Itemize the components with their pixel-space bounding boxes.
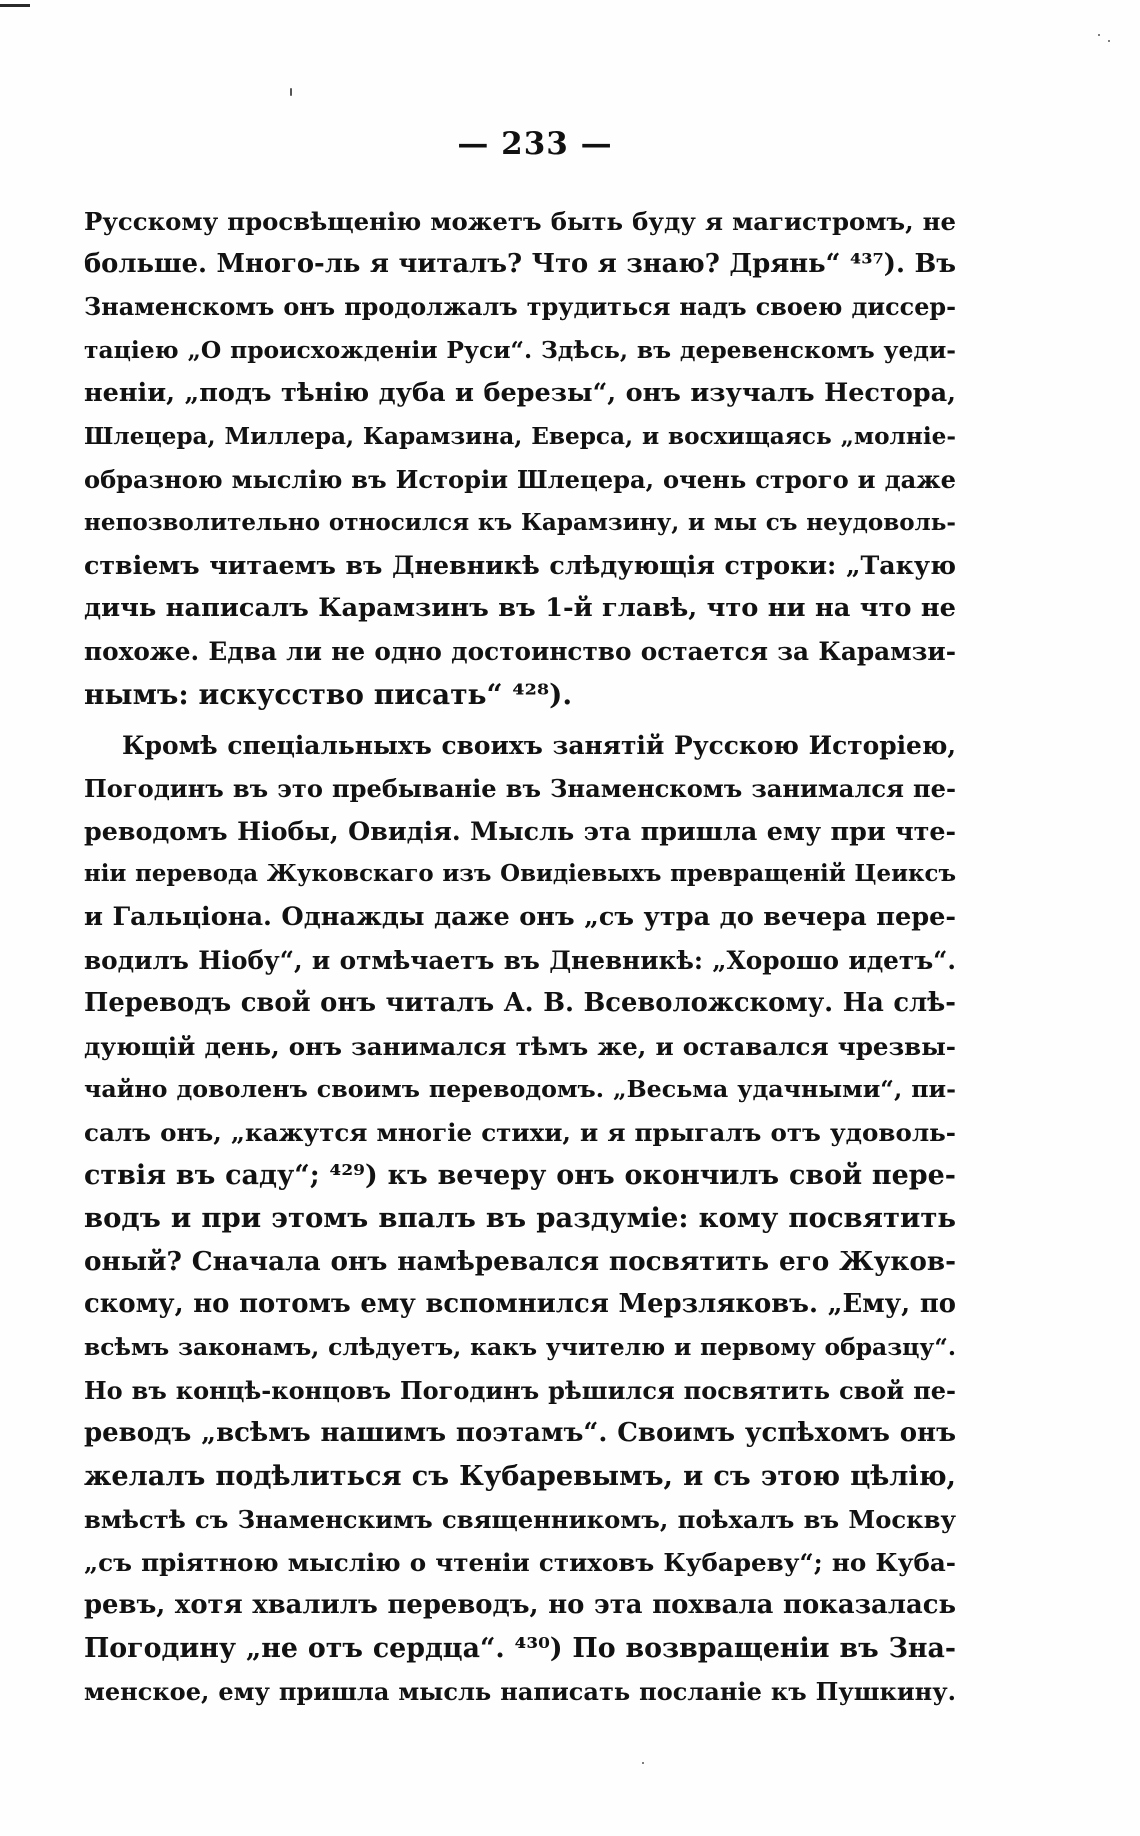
text-line: ствіемъ читаемъ въ Дневникѣ слѣдующія строки: „Такую: [84, 550, 956, 580]
text-line: Переводъ свой онъ читалъ А. В. Всеволожскому. На слѣ-: [84, 988, 956, 1018]
text-line: Шлецера, Миллера, Карамзина, Еверса, и восхищаясь „молніе-: [84, 423, 956, 450]
text-line: дующій день, онъ занимался тѣмъ же, и оставался чрезвы-: [84, 1032, 956, 1061]
text-line: ствія въ саду“; ⁴²⁹) къ вечеру онъ окончилъ свой пере-: [84, 1160, 956, 1191]
text-line: чайно доволенъ своимъ переводомъ. „Весьма удачными“, пи-: [84, 1075, 956, 1103]
scan-speck: [642, 1762, 644, 1764]
paragraph-gap: [84, 716, 956, 724]
text-line: нымъ: искусство писать“ ⁴²⁸).: [84, 678, 573, 711]
scan-speck: [1098, 34, 1100, 36]
text-line: желалъ подѣлиться съ Кубаревымъ, и съ этою цѣлію,: [84, 1461, 956, 1492]
text-line: таціею „О происхожденіи Руси“. Здѣсь, въ деревенскомъ уеди-: [84, 336, 956, 364]
text-line: похоже. Едва ли не одно достоинство остается за Карамзи-: [84, 637, 956, 666]
text-line: Знаменскомъ онъ продолжалъ трудиться надъ своею диссер-: [84, 293, 956, 321]
scan-speck: [1108, 40, 1110, 42]
text-line: неніи, „подъ тѣнію дуба и березы“, онъ изучалъ Нестора,: [84, 378, 956, 408]
text-line: менское, ему пришла мысль написать посланіе къ Пушкину.: [84, 1677, 956, 1706]
page-number: — 233 —: [457, 126, 613, 162]
text-line: водъ и при этомъ впалъ въ раздуміе: кому посвятить: [84, 1202, 956, 1234]
text-line: скому, но потомъ ему вспомнился Мерзляковъ. „Ему, по: [84, 1289, 956, 1319]
text-line: Русскому просвѣщенію можетъ быть буду я магистромъ, не: [84, 207, 956, 236]
text-line: образною мыслію въ Исторіи Шлецера, очень строго и даже: [84, 465, 956, 494]
text-line: ніи перевода Жуковскаго изъ Овидіевыхъ превращеній Цеиксъ: [84, 861, 956, 887]
scan-speck: [290, 88, 292, 96]
text-line: Но въ концѣ-концовъ Погодинъ рѣшился посвятить свой пе-: [84, 1376, 956, 1405]
text-line: и Гальціона. Однажды даже онъ „съ утра до вечера пере-: [84, 902, 956, 932]
text-line: оный? Сначала онъ намѣревался посвятить его Жуков-: [84, 1246, 956, 1277]
text-line: Погодинъ въ это пребываніе въ Знаменскомъ занимался пе-: [84, 774, 956, 803]
text-line: салъ онъ, „кажутся многіе стихи, и я прыгалъ отъ удоволь-: [84, 1118, 956, 1147]
text-line: непозволительно относился къ Карамзину, и мы съ неудоволь-: [84, 509, 956, 536]
text-line: водилъ Ніобу“, и отмѣчаетъ въ Дневникѣ: „Хорошо идетъ“.: [84, 946, 956, 975]
text-line: дичь написалъ Карамзинъ въ 1-й главѣ, что ни на что не: [84, 593, 956, 623]
text-line: вмѣстѣ съ Знаменскимъ священникомъ, поѣхалъ въ Москву: [84, 1505, 956, 1534]
scan-edge-mark: [0, 4, 30, 7]
text-line: реводъ „всѣмъ нашимъ поэтамъ“. Своимъ успѣхомъ онъ: [84, 1418, 956, 1448]
text-line: реводомъ Ніобы, Овидія. Мысль эта пришла ему при чте-: [84, 816, 956, 846]
body-text: [84, 200, 956, 1713]
text-line: „съ пріятною мыслію о чтеніи стиховъ Кубареву“; но Куба-: [84, 1548, 956, 1577]
text-line: всѣмъ законамъ, слѣдуетъ, какъ учителю и первому образцу“.: [84, 1333, 956, 1361]
text-line: Погодину „не отъ сердца“. ⁴³⁰) По возвращеніи въ Зна-: [84, 1633, 956, 1664]
text-line: Кромѣ спеціальныхъ своихъ занятій Русскою Исторіею,: [122, 731, 956, 760]
text-line: ревъ, хотя хвалилъ переводъ, но эта похвала показалась: [84, 1590, 956, 1620]
text-line: больше. Много-ль я читалъ? Что я знаю? Дрянь“ ⁴³⁷). Въ: [84, 249, 956, 279]
